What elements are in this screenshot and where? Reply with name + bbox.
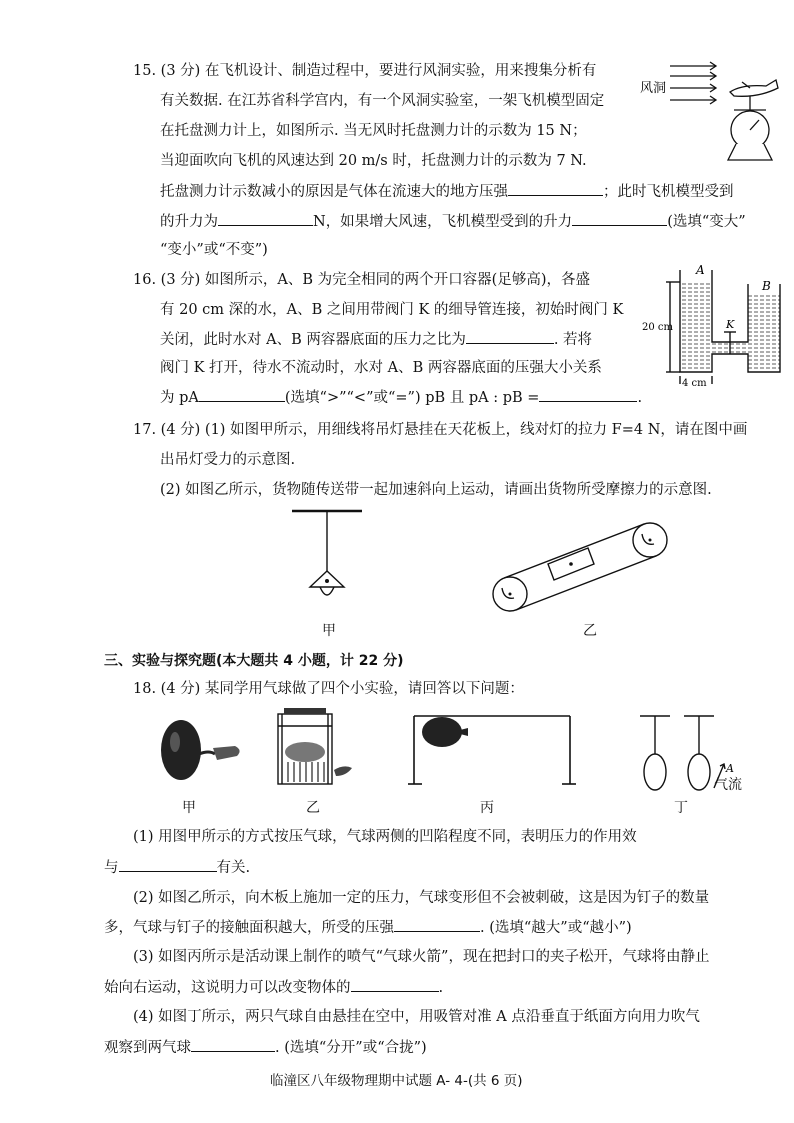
- q18-line-6: [104, 977, 443, 998]
- point-a-label: A: [726, 762, 734, 775]
- q18-line-7: (4) 如图丁所示，两只气球自由悬挂在空中，用吸管对准 A 点沿垂直于纸面方向用力吹气: [133, 1009, 700, 1025]
- q18-caption-bing: 丙: [480, 800, 494, 816]
- q15-line-6-b: N，如果增大风速，飞机模型受到的升力: [313, 214, 573, 230]
- q15-line-5: [160, 181, 734, 202]
- q17-caption-yi: 乙: [583, 623, 597, 639]
- q17-line-2: 出吊灯受力的示意图.: [160, 452, 296, 468]
- q18-caption-yi: 乙: [306, 800, 320, 816]
- container-b-label: B: [762, 279, 771, 293]
- q15-line-6-c: (选填“变大”: [667, 214, 746, 230]
- q16-line-5-a: 为 pA: [160, 390, 199, 406]
- q15-line-7: “变小”或“不变”): [160, 242, 268, 258]
- q16-blank-3[interactable]: [539, 387, 637, 402]
- q18-line-2-a: 与: [104, 860, 119, 876]
- q15-line-2: 有关数据. 在江苏省科学宫内，有一个风洞实验室，一架飞机模型固定: [160, 93, 605, 109]
- q15-line-3: 在托盘测力计上，如图所示. 当无风时托盘测力计的示数为 15 N；: [160, 123, 587, 139]
- q16-line-3-tail: . 若将: [553, 332, 593, 348]
- q18-line-2: [104, 857, 250, 878]
- q18-caption-jia: 甲: [182, 800, 196, 816]
- q15-line-6: [160, 211, 746, 232]
- balloon-rocket-figure: [406, 710, 578, 790]
- q17-line-1: 17. (4 分) (1) 如图甲所示，用细线将吊灯悬挂在天花板上，线对灯的拉力 F=4 N，请在图中画: [133, 422, 748, 438]
- q16-line-2: 有 20 cm 深的水，A、B 之间用带阀门 K 的细导管连接，初始时阀门 K: [160, 302, 624, 318]
- q18-line-6-b: .: [438, 980, 444, 996]
- q15-blank-2[interactable]: [218, 211, 313, 226]
- q18-blank-4[interactable]: [191, 1037, 275, 1052]
- q16-line-5-b: (选填“>”“<”或“=”) pB 且 pA : pB =: [284, 390, 540, 406]
- q18-line-1: (1) 用图甲所示的方式按压气球，气球两侧的凹陷程度不同，表明压力的作用效: [133, 829, 637, 845]
- valve-k-label: K: [726, 318, 735, 331]
- q18-line-2-b: 有关.: [216, 860, 251, 876]
- q15-blank-1[interactable]: [508, 181, 603, 196]
- q18-blank-2[interactable]: [394, 917, 480, 932]
- q18-caption-ding: 丁: [674, 800, 688, 816]
- conveyor-belt-figure: [490, 518, 676, 616]
- wind-tunnel-label: 风洞: [640, 81, 667, 96]
- q18-line-3: (2) 如图乙所示，向木板上施加一定的压力，气球变形但不会被刺破，这是因为钉子的数量: [133, 890, 710, 906]
- q15-blank-3[interactable]: [572, 211, 667, 226]
- q15-line-6-a: 的升力为: [160, 214, 218, 230]
- container-a-label: A: [696, 263, 705, 277]
- q15-line-1: 15. (3 分) 在飞机设计、制造过程中，要进行风洞实验，用来搜集分析有: [133, 63, 597, 79]
- q15-line-5-tail: ；此时飞机模型受到: [603, 184, 734, 200]
- q18-blank-3[interactable]: [351, 977, 439, 992]
- q18-line-8: [104, 1037, 427, 1058]
- q18-blank-1[interactable]: [119, 857, 217, 872]
- balloon-press-figure: [155, 710, 247, 788]
- containers-figure: [640, 262, 790, 392]
- q16-blank-1[interactable]: [466, 329, 554, 344]
- q18-line-8-b: . (选填“分开”或“合拢”): [275, 1040, 427, 1056]
- q16-line-4: 阀门 K 打开，待水不流动时，水对 A、B 两容器底面的压强大小关系: [160, 360, 602, 376]
- q15-line-4: 当迎面吹向飞机的风速达到 20 m/s 时，托盘测力计的示数为 7 N.: [160, 153, 587, 169]
- width-label: 4 cm: [682, 378, 707, 389]
- q18-line-4-b: . (选填“越大”或“越小”): [480, 920, 632, 936]
- q16-line-3: [160, 329, 592, 350]
- q16-line-5: [160, 387, 642, 408]
- height-label: 20 cm: [642, 322, 673, 333]
- q17-caption-jia: 甲: [322, 623, 336, 639]
- q16-line-5-c: .: [637, 390, 643, 406]
- q18-line-8-a: 观察到两气球: [104, 1040, 191, 1056]
- q15-line-5-text: 托盘测力计示数减小的原因是气体在流速大的地方压强: [160, 184, 508, 200]
- nail-board-figure: [272, 706, 358, 790]
- airflow-label: 气流: [714, 777, 742, 793]
- q16-line-3-text: 关闭，此时水对 A、B 两容器底面的压力之比为: [160, 332, 466, 348]
- q18-intro: 18. (4 分) 某同学用气球做了四个小实验，请回答以下问题：: [133, 681, 524, 697]
- q16-blank-2[interactable]: [199, 387, 285, 402]
- section-3-heading: 三、实验与探究题(本大题共 4 小题，计 22 分): [104, 653, 404, 669]
- q17-line-3: (2) 如图乙所示，货物随传送带一起加速斜向上运动，请画出货物所受摩擦力的示意图.: [160, 482, 712, 498]
- q18-line-4-a: 多，气球与钉子的接触面积越大，所受的压强: [104, 920, 394, 936]
- page-footer: 临潼区八年级物理期中试题 A- 4-(共 6 页): [270, 1073, 523, 1089]
- q18-line-5: (3) 如图丙所示是活动课上制作的喷气“气球火箭”，现在把封口的夹子松开，气球将由静止: [133, 949, 710, 965]
- hanging-lamp-figure: [288, 505, 368, 615]
- q18-line-4: [104, 917, 632, 938]
- wind-tunnel-figure: [638, 58, 792, 170]
- q16-line-1: 16. (3 分) 如图所示，A、B 为完全相同的两个开口容器(足够高)，各盛: [133, 272, 590, 288]
- q18-line-6-a: 始向右运动，这说明力可以改变物体的: [104, 980, 351, 996]
